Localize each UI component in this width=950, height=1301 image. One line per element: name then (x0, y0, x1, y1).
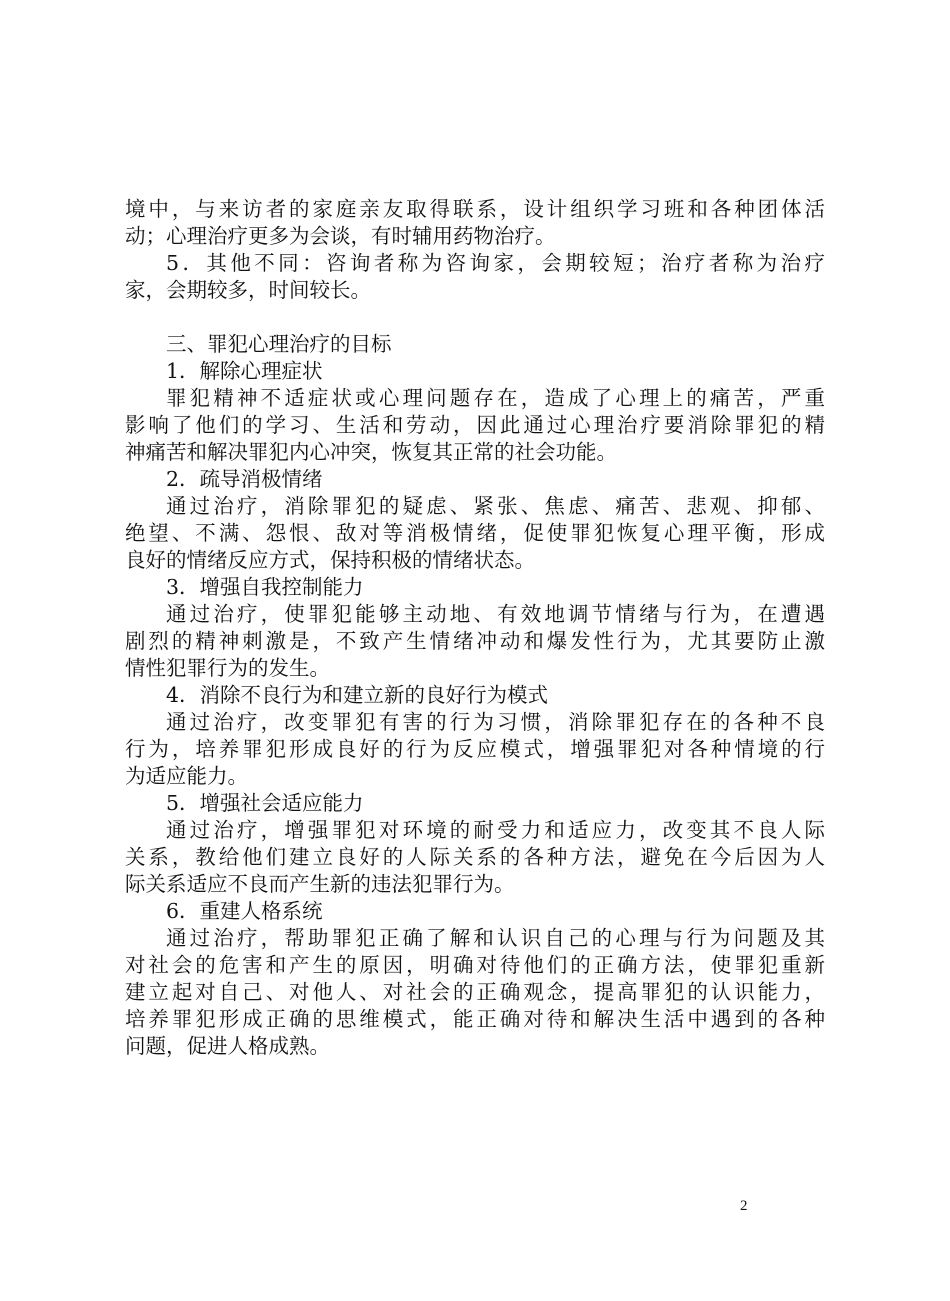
page-number: 2 (740, 1198, 748, 1214)
text-line: 通过治疗，使罪犯能够主动地、有效地调节情绪与行为，在遭遇 (166, 602, 825, 626)
text-line: 5．其他不同：咨询者称为咨询家，会期较短；治疗者称为治疗 (166, 251, 825, 275)
page-body (125, 196, 825, 1060)
text-line: 建立起对自己、对他人、对社会的正确观念，提高罪犯的认识能力， (125, 980, 825, 1004)
text-line: 通过治疗，消除罪犯的疑虑、紧张、焦虑、痛苦、悲观、抑郁、 (166, 494, 825, 518)
text-line: 情性犯罪行为的发生。 (125, 656, 330, 680)
text-line: 绝望、不满、怨恨、敌对等消极情绪，促使罪犯恢复心理平衡，形成 (125, 521, 825, 545)
text-line: 家，会期较多，时间较长。 (125, 278, 371, 302)
text-line: 行为，培养罪犯形成良好的行为反应模式，增强罪犯对各种情境的行 (125, 737, 825, 761)
text-line: 1．解除心理症状 (166, 359, 323, 383)
text-line: 问题，促进人格成熟。 (125, 1034, 330, 1058)
text-line: 动；心理治疗更多为会谈，有时辅用药物治疗。 (125, 224, 556, 248)
text-line: 对社会的危害和产生的原因，明确对待他们的正确方法，使罪犯重新 (125, 953, 825, 977)
text-line: 2．疏导消极情绪 (166, 467, 323, 491)
text-line: 神痛苦和解决罪犯内心冲突，恢复其正常的社会功能。 (125, 440, 617, 464)
text-line: 培养罪犯形成正确的思维模式，能正确对待和解决生活中遇到的各种 (125, 1007, 825, 1031)
text-line: 为适应能力。 (125, 764, 248, 788)
text-line: 罪犯精神不适症状或心理问题存在，造成了心理上的痛苦，严重 (166, 386, 825, 410)
text-line: 关系，教给他们建立良好的人际关系的各种方法，避免在今后因为人 (125, 845, 825, 869)
text-line: 际关系适应不良而产生新的违法犯罪行为。 (125, 872, 515, 896)
text-line: 剧烈的精神刺激是，不致产生情绪冲动和爆发性行为，尤其要防止激 (125, 629, 825, 653)
text-line: 境中，与来访者的家庭亲友取得联系，设计组织学习班和各种团体活 (125, 197, 825, 221)
text-line: 4．消除不良行为和建立新的良好行为模式 (166, 683, 549, 707)
text-line: 影响了他们的学习、生活和劳动，因此通过心理治疗要消除罪犯的精 (125, 413, 825, 437)
text-line: 通过治疗，帮助罪犯正确了解和认识自己的心理与行为问题及其 (166, 926, 825, 950)
text-line: 6．重建人格系统 (166, 899, 323, 923)
text-line: 三、罪犯心理治疗的目标 (166, 332, 392, 356)
text-line: 5．增强社会适应能力 (166, 791, 364, 815)
text-line: 通过治疗，增强罪犯对环境的耐受力和适应力，改变其不良人际 (166, 818, 825, 842)
text-line: 通过治疗，改变罪犯有害的行为习惯，消除罪犯存在的各种不良 (166, 710, 825, 734)
paragraph-gap (125, 304, 825, 331)
text-line: 3．增强自我控制能力 (166, 575, 364, 599)
text-line: 良好的情绪反应方式，保持积极的情绪状态。 (125, 548, 535, 572)
